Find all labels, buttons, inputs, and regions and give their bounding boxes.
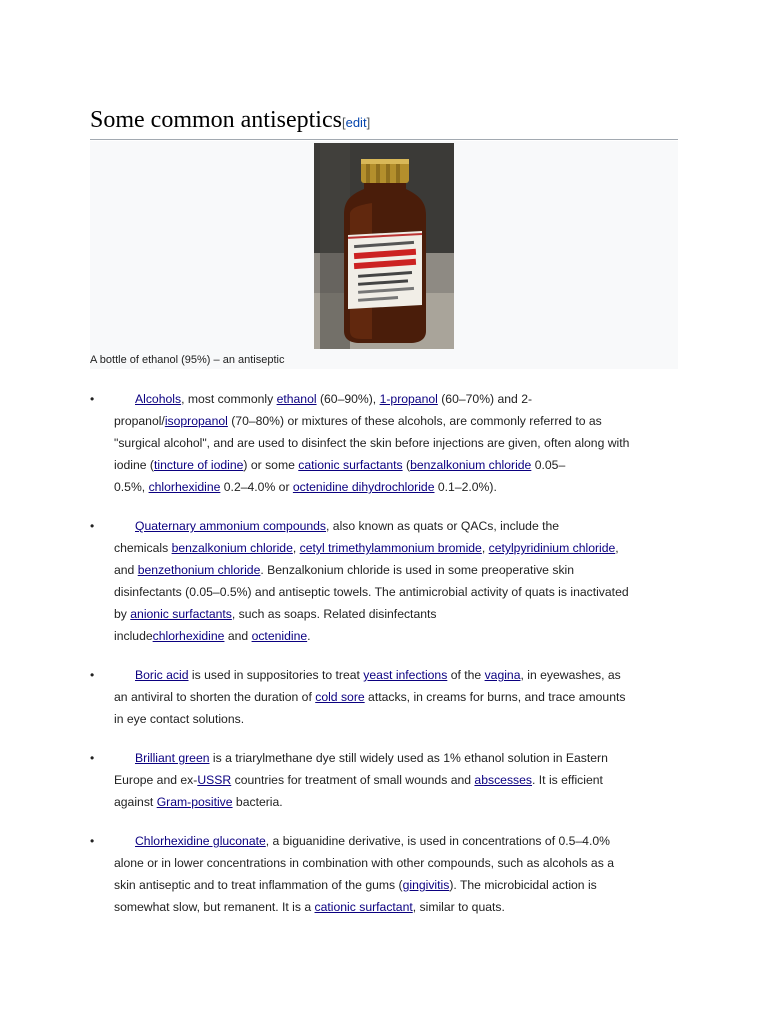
article-link[interactable]: Gram-positive (156, 795, 233, 809)
body-text: skin antiseptic and to treat inflammation of the gums ( (114, 878, 403, 892)
article-link[interactable]: abscesses (474, 773, 533, 787)
body-text: by (114, 607, 131, 621)
body-text: , (292, 541, 300, 555)
body-text: . It is efficient (532, 773, 603, 787)
article-link[interactable]: yeast infections (363, 668, 448, 682)
body-text: is used in suppositories to treat (188, 668, 364, 682)
body-text: 0.1–2.0%). (434, 480, 497, 494)
body-text: disinfectants (0.05–0.5%) and antiseptic towels. The antimicrobial activity of quats is inactivated (114, 585, 629, 599)
body-text: countries for treatment of small wounds and (231, 773, 475, 787)
list-item (90, 515, 678, 647)
edit-section (342, 115, 370, 130)
body-text: , such as soaps. Related disinfectants (231, 607, 437, 621)
list-item (90, 747, 678, 813)
body-text: . Benzalkonium chloride is used in some preoperative skin (260, 563, 575, 577)
article-link[interactable]: cationic surfactant (314, 900, 413, 914)
body-text: , similar to quats. (412, 900, 505, 914)
figure-thumbnail (90, 141, 678, 369)
article-link[interactable]: cationic surfactants (298, 458, 403, 472)
bullet-icon: • (90, 392, 95, 406)
body-text: and (224, 629, 252, 643)
article-link[interactable]: vagina (484, 668, 521, 682)
body-text: somewhat slow, but remanent. It is a (114, 900, 315, 914)
body-text: (60–70%) and 2- (437, 392, 533, 406)
article-link[interactable]: chlorhexidine (152, 629, 225, 643)
article-link[interactable]: gingivitis (402, 878, 450, 892)
body-text: against (114, 795, 157, 809)
edit-link[interactable]: edit (345, 115, 367, 130)
article-link[interactable]: USSR (197, 773, 232, 787)
bottle-illustration (314, 143, 454, 349)
article-link[interactable]: benzethonium chloride (137, 563, 261, 577)
body-text: , in eyewashes, as (520, 668, 621, 682)
list-item (90, 830, 678, 918)
body-text: ) or some (243, 458, 299, 472)
bullet-icon: • (90, 519, 95, 533)
body-text: include (114, 629, 153, 643)
body-text: and (114, 563, 138, 577)
bullet-icon: • (90, 751, 95, 765)
article-link[interactable]: cold sore (315, 690, 365, 704)
body-text: , also known as quats or QACs, include the (326, 519, 560, 533)
body-text: , (615, 541, 619, 555)
body-text: ). The microbicidal action is (449, 878, 597, 892)
body-text: (70–80%) or mixtures of these alcohols, are commonly referred to as (227, 414, 602, 428)
body-text: , a biguanidine derivative, is used in concentrations of 0.5–4.0% (265, 834, 610, 848)
article-link[interactable]: Quaternary ammonium compounds (135, 519, 327, 533)
body-text: attacks, in creams for burns, and trace amounts (364, 690, 626, 704)
body-text: iodine ( (114, 458, 154, 472)
section-title: Some common antiseptics (90, 107, 342, 133)
section-heading (90, 106, 678, 140)
body-text: of the (447, 668, 485, 682)
article-section (90, 106, 678, 914)
list-item (90, 388, 678, 498)
article-link[interactable]: Alcohols (135, 392, 182, 406)
article-link[interactable]: Boric acid (135, 668, 189, 682)
article-link[interactable]: ethanol (276, 392, 317, 406)
body-text: ( (402, 458, 411, 472)
list-item (90, 664, 678, 730)
body-text: . (307, 629, 311, 643)
body-text: an antiviral to shorten the duration of (114, 690, 316, 704)
article-link[interactable]: Chlorhexidine gluconate (135, 834, 266, 848)
body-text: (60–90%), (316, 392, 380, 406)
ethanol-bottle-image[interactable] (314, 143, 454, 349)
body-text: 0.2–4.0% or (220, 480, 293, 494)
article-link[interactable]: octenidine (251, 629, 308, 643)
figure-caption: A bottle of ethanol (95%) – an antiseptic (90, 354, 285, 366)
edit-bracket-close: ] (366, 115, 371, 130)
bullet-icon: • (90, 834, 95, 848)
body-text: 0.05– (531, 458, 566, 472)
body-text: , most commonly (181, 392, 277, 406)
article-link[interactable]: cetylpyridinium chloride (488, 541, 616, 555)
antiseptics-list (90, 388, 678, 935)
bullet-icon: • (90, 668, 95, 682)
article-link[interactable]: cetyl trimethylammonium bromide (299, 541, 482, 555)
article-link[interactable]: chlorhexidine (148, 480, 221, 494)
body-text: in eye contact solutions. (114, 712, 245, 726)
article-link[interactable]: octenidine dihydrochloride (292, 480, 435, 494)
body-text: Europe and ex- (114, 773, 198, 787)
body-text: alone or in lower concentrations in combination with other compounds, such as alcohols as a (114, 856, 614, 870)
article-link[interactable]: tincture of iodine (153, 458, 244, 472)
body-text: "surgical alcohol", and are used to disinfect the skin before injections are given, often along with (114, 436, 630, 450)
article-link[interactable]: benzalkonium chloride (410, 458, 532, 472)
article-link[interactable]: Brilliant green (135, 751, 210, 765)
article-link[interactable]: isopropanol (164, 414, 228, 428)
edit-bracket-open: [ (341, 115, 346, 130)
body-text: bacteria. (232, 795, 283, 809)
body-text: , (481, 541, 489, 555)
article-link[interactable]: anionic surfactants (130, 607, 232, 621)
article-link[interactable]: benzalkonium chloride (171, 541, 293, 555)
body-text: 0.5%, (114, 480, 149, 494)
article-link[interactable]: 1-propanol (379, 392, 438, 406)
body-text: chemicals (114, 541, 172, 555)
body-text: propanol/ (114, 414, 165, 428)
body-text: is a triarylmethane dye still widely used as 1% ethanol solution in Eastern (209, 751, 608, 765)
